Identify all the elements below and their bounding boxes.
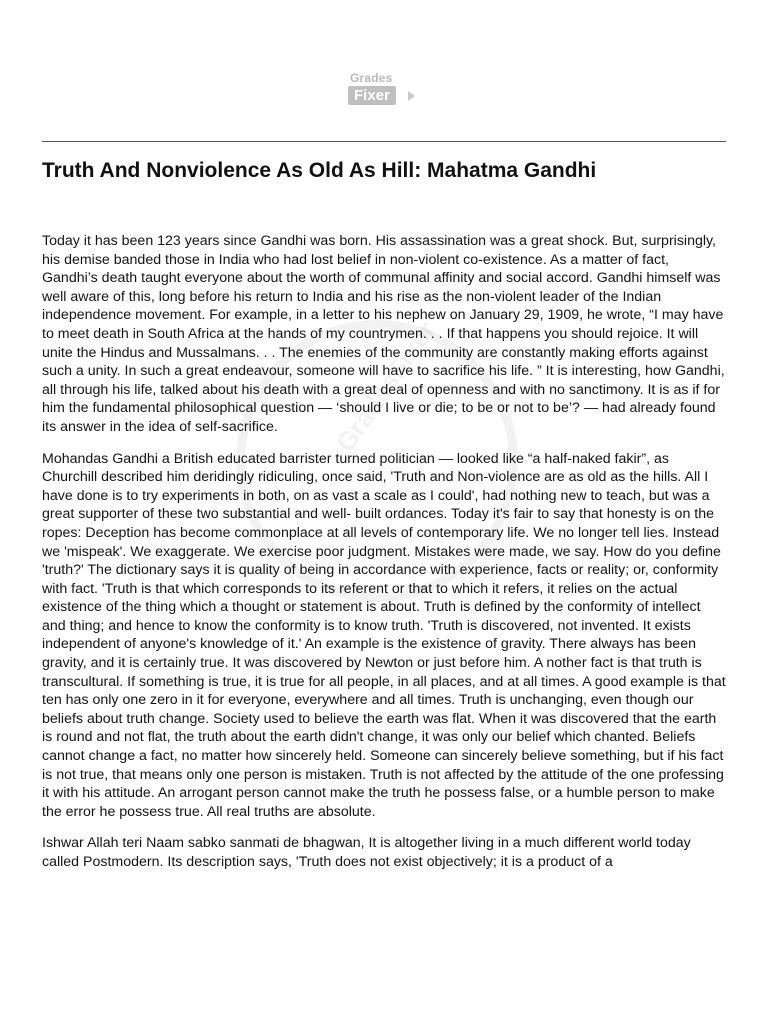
paragraph-3: Ishwar Allah teri Naam sabko sanmati de bhagwan, It is altogether living in a much different world today called Postmodern. Its description says, 'Truth does not exist objectively; it is a product of a bbox=[42, 835, 691, 870]
gradesfixer-logo[interactable] bbox=[348, 71, 420, 107]
paragraph-1: Today it has been 123 years since Gandhi was born. His assassination was a great shock. But, surprisingly, his demise banded those in India who had lost belief in non-violent co-existence. As a matter of fact, Gandhi’s death taught everyone about the worth of communal affinity and social accord. Gandhi himself was well aware of this, long before his return to India and his rise as the non-violent leader of the Indian independence movement. For example, in a letter to his nephew on January 29, 1909, he wrote, “I may have to meet death in South Africa at the hands of my countrymen. . . If that happens you should rejoice. It will unite the Hindus and Mussalmans. . . The enemies of the community are constantly making efforts against such a unity. In such a great endeavour, someone will have to sacrifice his life. ” It is interesting, how Gandhi, all through his life, talked about his death with a great deal of openness and with no sanctimony. It is as if for him the fundamental philosophical question — ‘should I live or die; to be or not to be’? — had already found its answer in the idea of self-sacrifice. bbox=[42, 233, 725, 435]
header-divider bbox=[42, 141, 726, 142]
logo-bottom-text: Fixer bbox=[348, 86, 396, 105]
document-body bbox=[42, 232, 728, 885]
logo-arrow-icon bbox=[408, 91, 415, 101]
watermark-text: GradesFixer bbox=[330, 315, 442, 458]
logo-top-text: Grades bbox=[350, 71, 393, 85]
document-title: Truth And Nonviolence As Old As Hill: Mahatma Gandhi bbox=[42, 159, 597, 182]
paragraph-2: Mohandas Gandhi a British educated barrister turned politician — looked like “a half-naked fakir”, as Churchill described him deridingly ridiculing, once said, 'Truth and Non-violence are as old as the hills. All I have done is to try experiments in both, on as vast a scale as I could', had nothing new to teach, but was a great supporter of these two substantial and well- built ordances. Today it's fair to say that honesty is on the ropes: Deception has become commonplace at all levels of contemporary life. We no longer tell lies. Instead we 'mispeak'. We exaggerate. We exercise poor judgment. Mistakes were made, we say. How do you define 'truth?' The dictionary says it is quality of being in accordance with experience, facts or reality; or, conformity with fact. 'Truth is that which corresponds to its referent or that to which it refers, it relies on the actual existence of the thing which a thought or statement is about. Truth is defined by the conformity of intellect and thing; and hence to know the conformity is to know truth. 'Truth is discovered, not invented. It exists independent of anyone's knowledge of it.' An example is the existence of gravity. There always has been gravity, and it is certainly true. It was discovered by Newton or just before him. A nother fact is that truth is transcultural. If something is true, it is true for all people, in all places, and at all times. A good example is that ten has only one zero in it for everyone, everywhere and all times. Truth is unchanging, even though our beliefs about truth change. Society used to believe the earth was flat. When it was discovered that the earth is round and not flat, the truth about the earth didn't change, it was only our belief which chanted. Beliefs cannot change a fact, no matter how sincerely held. Someone can sincerely believe something, but if his fact is not true, that means only one person is mistaken. Truth is not affected by the attitude of the one professing it with his attitude. An arrogant person cannot make the truth he possess false, or a humble person to make the error he possess true. All real truths are absolute. bbox=[42, 450, 726, 820]
